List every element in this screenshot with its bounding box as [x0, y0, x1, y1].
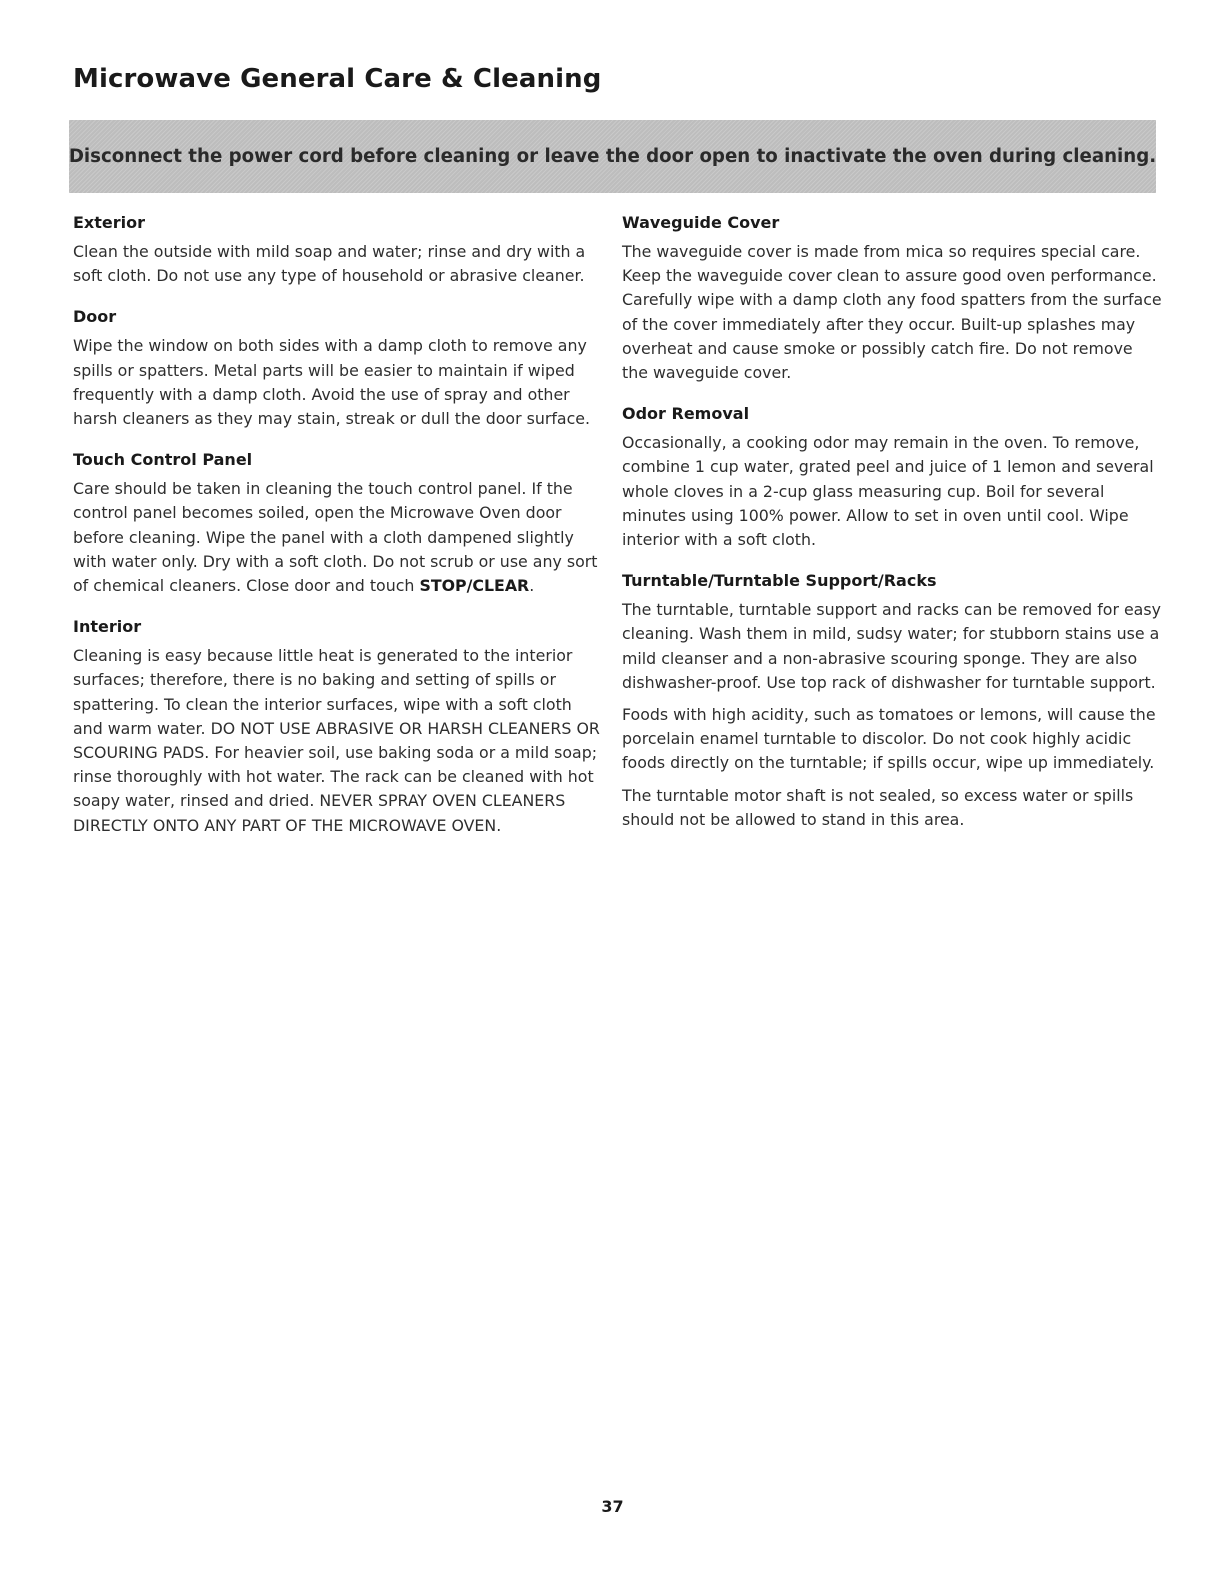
turntable-heading: Turntable/Turntable Support/Racks	[622, 571, 937, 591]
touch-panel-end: .	[529, 576, 535, 596]
door-heading: Door	[73, 307, 117, 327]
left-column	[73, 212, 603, 856]
section-turntable	[622, 570, 1162, 832]
page-title: Microwave General Care & Cleaning	[73, 64, 602, 94]
turntable-text-2: Foods with high acidity, such as tomatoes or lemons, will cause the porcelain enamel turntable to discolor. Do not cook highly acidic foods directly on the turntable; if spills occur, wipe up immediately.	[622, 705, 1156, 773]
exterior-heading: Exterior	[73, 213, 146, 232]
waveguide-text: The waveguide cover is made from mica so requires special care. Keep the waveguide cover clean to assure good oven performance. Carefully wipe with a damp cloth any food spatters from the surface of the cover immediately after they occur. Built-up splashes may overheat and cause smoke or possibly catch fire. Do not remove the waveguide cover.	[622, 242, 1162, 383]
door-text: Wipe the window on both sides with a damp cloth to remove any spills or spatters. Metal parts will be easier to maintain if wiped frequently with a damp cloth. Avoid the use of spray and other harsh cleaners as they may stain, streak or dull the door surface.	[73, 336, 590, 429]
waveguide-heading: Waveguide Cover	[622, 213, 780, 232]
section-exterior	[73, 212, 603, 288]
touch-panel-body: Care should be taken in cleaning the touch control panel. If the control panel becomes soiled, open the Microwave Oven door before cleaning. Wipe the panel with a cloth dampened slightly with water only. Dry with a soft cloth. Do not scrub or use any sort of chemical cleaners. Close door and touch	[73, 479, 598, 596]
odor-text: Occasionally, a cooking odor may remain in the oven. To remove, combine 1 cup water, grated peel and juice of 1 lemon and several whole cloves in a 2-cup glass measuring cup. Boil for several minutes using 100% power. Allow to set in oven until cool. Wipe interior with a soft cloth.	[622, 433, 1154, 550]
exterior-text: Clean the outside with mild soap and water; rinse and dry with a soft cloth. Do not use any type of household or abrasive cleaner.	[73, 242, 586, 286]
section-interior	[73, 616, 603, 838]
section-waveguide-cover	[622, 212, 1162, 385]
stop-clear-key: STOP/CLEAR	[419, 576, 530, 596]
section-door	[73, 306, 603, 431]
warning-banner	[69, 120, 1156, 193]
odor-heading: Odor Removal	[622, 404, 750, 424]
turntable-text-1: The turntable, turntable support and racks can be removed for easy cleaning. Wash them in mild, sudsy water; for stubborn stains use a mild cleanser and a non-abrasive scouring sponge. They are also dishwasher-proof. Use top rack of dishwasher for turntable support.	[622, 600, 1161, 692]
touch-panel-heading: Touch Control Panel	[73, 450, 253, 470]
interior-text: Cleaning is easy because little heat is generated to the interior surfaces; therefore, there is no baking and setting of spills or spattering. To clean the interior surfaces, wipe with a soft cloth and warm water. DO NOT USE ABRASIVE OR HARSH CLEANERS OR SCOURING PADS. For heavier soil, use baking soda or a mild soap; rinse thoroughly with hot water. The rack can be cleaned with hot soapy water, rinsed and dried. NEVER SPRAY OVEN CLEANERS DIRECTLY ONTO ANY PART OF THE MICROWAVE OVEN.	[73, 646, 600, 835]
turntable-text-3: The turntable motor shaft is not sealed, so excess water or spills should not be allowed to stand in this area.	[622, 785, 1134, 829]
section-odor-removal	[622, 403, 1162, 552]
warning-text: Disconnect the power cord before cleaning or leave the door open to inactivate the oven during cleaning.	[68, 146, 1157, 167]
interior-heading: Interior	[73, 617, 142, 637]
right-column	[622, 212, 1162, 850]
section-touch-control-panel	[73, 449, 603, 598]
touch-panel-text	[73, 477, 603, 598]
page-number: 37	[601, 1497, 624, 1516]
